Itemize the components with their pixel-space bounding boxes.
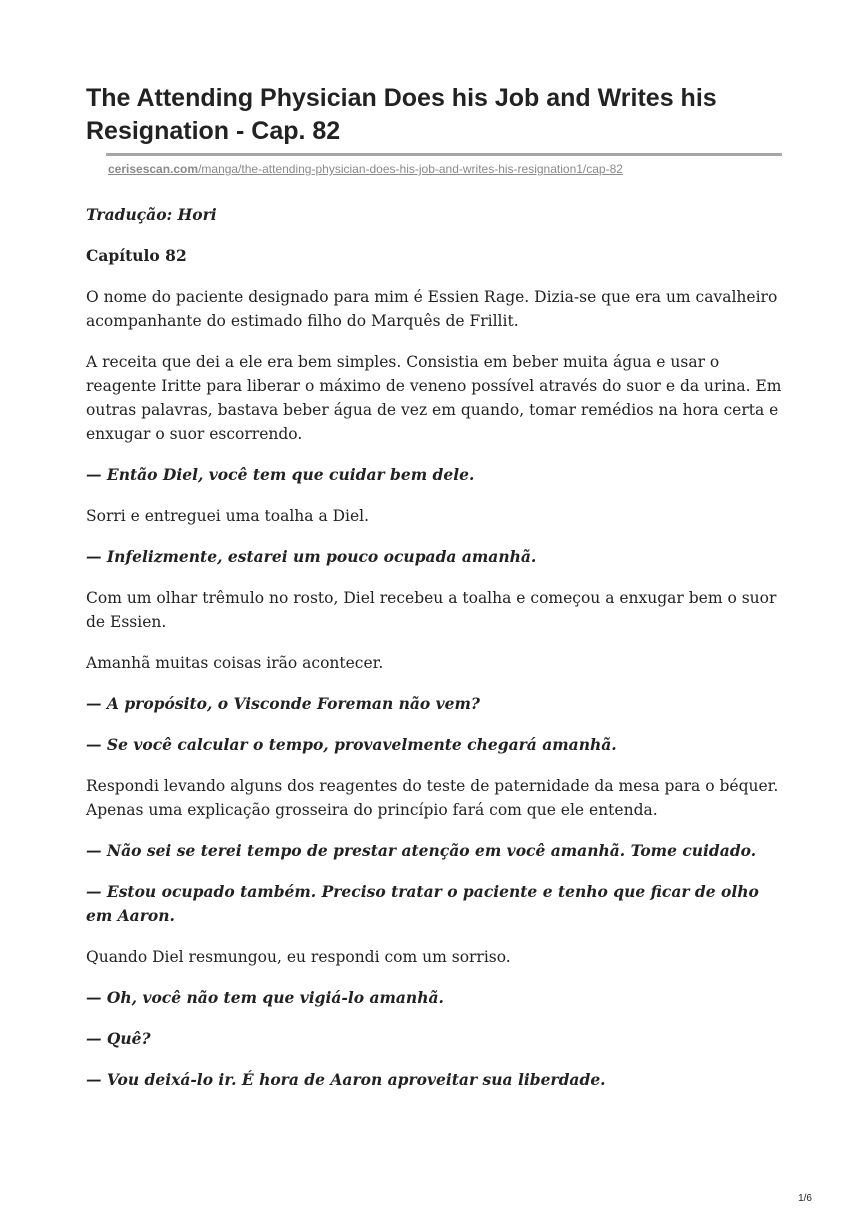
- body-paragraph: Amanhã muitas coisas irão acontecer.: [86, 654, 384, 672]
- body-paragraph: Respondi levando alguns dos reagentes do teste de paternidade da mesa para o béquer. Apenas uma explicação grosseira do princípio fará com que ele entenda.: [86, 777, 779, 819]
- dialogue-paragraph: — Então Diel, você tem que cuidar bem dele.: [86, 465, 475, 484]
- dialogue-paragraph: — Infelizmente, estarei um pouco ocupada amanhã.: [86, 547, 537, 566]
- body-paragraph: Sorri e entreguei uma toalha a Diel.: [86, 507, 370, 525]
- chapter-content: [86, 203, 786, 1109]
- body-paragraph: O nome do paciente designado para mim é Essien Rage. Dizia-se que era um cavalheiro acompanhante do estimado filho do Marquês de Frillit.: [86, 288, 778, 330]
- page-title: The Attending Physician Does his Job and Writes his Resignation - Cap. 82: [86, 84, 717, 145]
- dialogue-paragraph: — Oh, você não tem que vigiá-lo amanhã.: [86, 988, 444, 1007]
- dialogue-paragraph: — Vou deixá-lo ir. É hora de Aaron aproveitar sua liberdade.: [86, 1070, 606, 1089]
- dialogue-paragraph: — Quê?: [86, 1029, 151, 1048]
- dialogue-paragraph: — Estou ocupado também. Preciso tratar o paciente e tenho que ficar de olho em Aaron.: [86, 882, 759, 925]
- dialogue-paragraph: — Se você calcular o tempo, provavelmente chegará amanhã.: [86, 735, 617, 754]
- body-paragraph: Com um olhar trêmulo no rosto, Diel recebeu a toalha e começou a enxugar bem o suor de Essien.: [86, 589, 777, 631]
- source-url-domain[interactable]: cerisescan.com: [108, 162, 199, 176]
- page-number: 1/6: [798, 1193, 812, 1204]
- chapter-heading: Capítulo 82: [86, 246, 187, 265]
- body-paragraph: Quando Diel resmungou, eu respondi com um sorriso.: [86, 948, 511, 966]
- source-url-link[interactable]: [108, 162, 623, 176]
- dialogue-paragraph: — Não sei se terei tempo de prestar atenção em você amanhã. Tome cuidado.: [86, 841, 757, 860]
- title-divider: [106, 153, 782, 156]
- body-paragraph: A receita que dei a ele era bem simples. Consistia em beber muita água e usar o reagente Iritte para liberar o máximo de veneno possível através do suor e da urina. Em outras palavras, bastava beber água de vez em quando, tomar remédios na hora certa e enxugar o suor escorrendo.: [86, 353, 782, 443]
- source-url-path[interactable]: /manga/the-attending-physician-does-his-job-and-writes-his-resignation1/cap-82: [198, 162, 623, 176]
- dialogue-paragraph: Tradução: Hori: [86, 205, 217, 224]
- dialogue-paragraph: — A propósito, o Visconde Foreman não vem?: [86, 694, 481, 713]
